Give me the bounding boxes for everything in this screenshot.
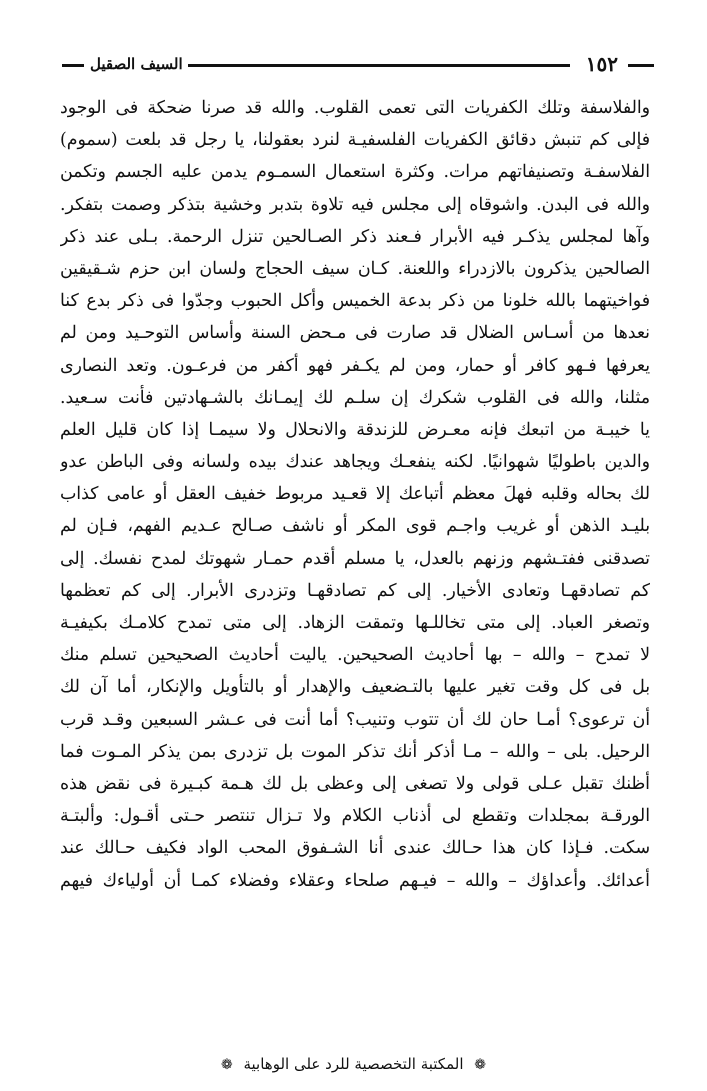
ornament-icon: ❁ [220, 1057, 233, 1073]
text-line: الورقـة بمجلدات وتقطع لى أذناب الكلام ولا تـزال تنتصر حـتى أقـول: وألبتـة [60, 806, 650, 827]
page-header [62, 50, 654, 80]
body-text [60, 92, 650, 897]
text-line: فواخيتهما بالله خلونا من ذكر بدعة الخميس وأكل الحبوب وجدّوا فى ذكر بدع كنا [60, 291, 650, 312]
text-line: نعدها من أسـاس الضلال قد صارت فى مـحض السنة وأساس التوحـيد ومن لم [60, 323, 650, 344]
running-title: السيف الصقيل [90, 55, 183, 73]
ornament-icon: ❁ [474, 1057, 487, 1073]
text-line: أظنك تقبل عـلى قولى ولا تصغى إلى وعظى بل لك هـمة كبـيرة فى نقض هذه [60, 773, 650, 794]
text-line: لك بحاله وقلبه فهلَ معظم أتباعك إلا قعـيد مربوط خفيف العقل أو عامى كذاب [60, 484, 650, 505]
text-line: الرحيل. بلى – والله – مـا أذكر أنك تذكر الموت بل تزدرى بمن يذكر المـوت فما [60, 741, 650, 762]
text-line: والله فى البدن. واشوقاه إلى مجلس فيه تلاوة بتدبر وخشية بتذكر وصمت بتفكر. [60, 194, 650, 215]
text-line: بل فى كل وقت تغير عليها بالتـضعيف والإهدار أو بالتأويل والإنكار، أما آن لك [60, 677, 650, 698]
footer-text: المكتبة التخصصية للرد على الوهابية [243, 1055, 464, 1073]
text-line: كم تصادقهـا وتعادى الأخيار. إلى كم تصادقهـا وتزدرى الأبرار. إلى كم تعظمها [60, 580, 650, 601]
text-line: مثلنا، والله فى القلوب شكرك إن سلـم لك إيمـانك بالشـهادتين فأنت سـعيد. [60, 387, 650, 408]
text-line: بليـد الذهن أو غريب واجـم قوى المكر أو ناشف صـالح عـديم الفهم، فـإن لم [60, 516, 650, 537]
page-number: ١٥٢ [582, 50, 622, 78]
text-line: يا خيبـة من اتبعك فإنه معـرض للزندقة والانحلال ولا سيمـا إذا كان قليل العلم [60, 419, 650, 440]
text-line: يعرفها فـهو كافر أو حمار، ومن لم يكـفر فهو أكفر من فرعـون. وتعد النصارى [60, 355, 650, 376]
text-line: وتصغر العباد. إلى متى تخاللـها وتمقت الزهاد. إلى متى تمدح كلامـك بكيفيـة [60, 613, 650, 633]
header-rule [188, 64, 570, 67]
text-line: وآها لمجلس يذكـر فيه الأبرار فـعند ذكر الصـالحين تنزل الرحمة. بـلى عند ذكر [60, 226, 650, 247]
text-line: فإلى كم تنبش دقائق الكفريات الفلسفيـة لنرد بعقولنا، يا رجل قد بلعت (سموم) [60, 130, 650, 151]
text-line: لا تمدح – والله – بها أحاديث الصحيحين. ياليت أحاديث الصحيحين تسلم منك [60, 645, 650, 666]
text-line: أعدائك. وأعداؤك – والله – فيـهم صلحاء وعقلاء وفضلاء كمـا أن أولياءك فيهم [60, 870, 650, 891]
text-line: والدين باطوليًا شهوانيًا. لكنه ينفعـك ويجاهد عندك بيده ولسانه وفى الباطن عدو [60, 452, 650, 473]
text-line: سكت. فـإذا كان هذا حـالك عندى أنا الشـفوق المحب الواد فكيف حـالك عند [60, 838, 650, 859]
text-line: أن ترعوى؟ أمـا حان لك أن تتوب وتنيب؟ أما أنت فى عـشر السبعين وقـد قرب [60, 709, 650, 730]
text-line: الفلاسفـة وتصنيفاتهم مرات. وكثرة استعمال السمـوم يدمن عليه الجسم وتكمن [60, 162, 650, 183]
header-dash-right [628, 64, 654, 67]
header-dash-left [62, 64, 84, 67]
text-line: تصدقنى ففتـشهم وزنهم بالعدل، يا مسلم أقدم حمـار شهوتك لمدح نفسك. إلى [60, 548, 650, 569]
text-line: الصالحين يذكرون بالازدراء واللعنة. كـان سيف الحجاج ولسان ابن حزم شـقيقين [60, 258, 650, 279]
page-footer [0, 1052, 707, 1077]
text-line: والفلاسفة وتلك الكفريات التى تعمى القلوب. والله قد صرنا ضحكة فى الوجود [60, 98, 650, 118]
